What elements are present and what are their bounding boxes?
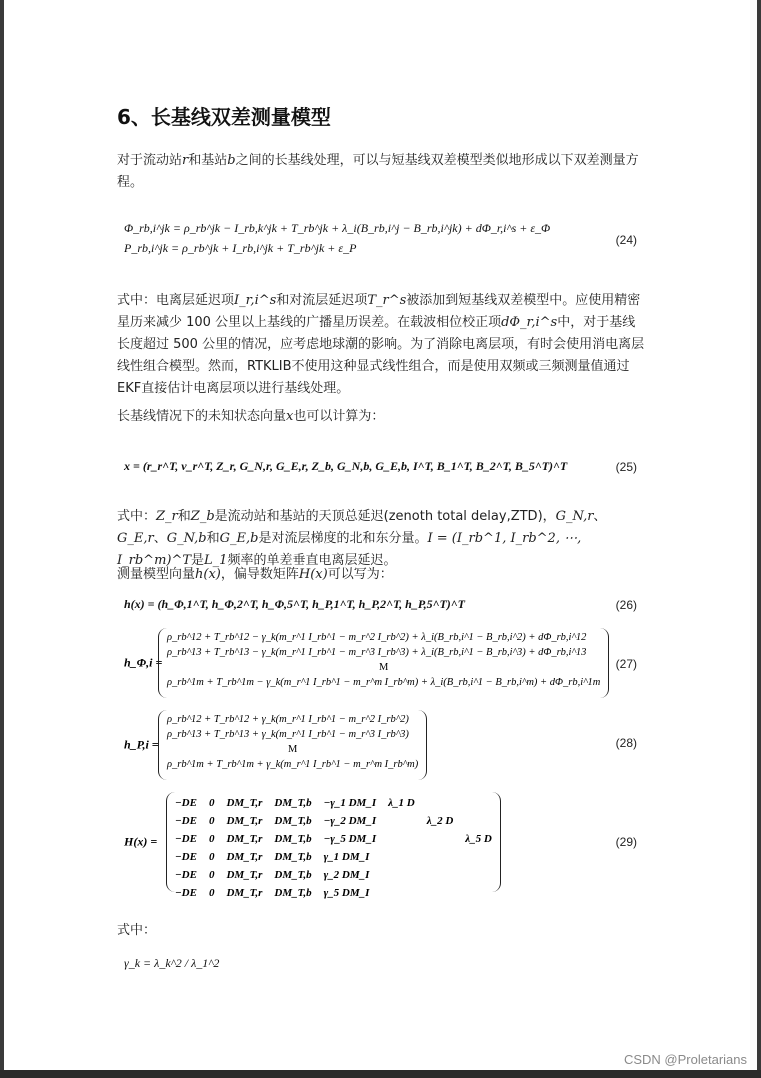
para-text: 测量模型向量 [117,567,196,582]
para-text: 和 [177,509,191,524]
equation-number-29: (29) [615,835,637,849]
matrix-row [169,884,498,902]
matrix-cell [459,812,498,830]
matrix-cell: −DE [175,868,197,881]
matrix-row [169,830,498,848]
matrix-cell [421,794,460,812]
equation-27-vector [158,628,609,698]
equation-24-line2: P_rb,i^jk = ρ_rb^jk + I_rb,i^jk + T_rb^jk + ε_P [124,241,357,255]
matrix-cell: DM_T,r [226,886,263,899]
matrix-cell: DM_T,r [226,868,263,881]
matrix-cell [459,848,498,866]
matrix-cell [421,866,460,884]
para-text: 是对流层梯度的北和东分量。 [258,531,428,546]
var-r: r [182,153,189,168]
equation-28-vector [158,710,427,780]
equation-number-26: (26) [615,598,637,612]
equation-27 [124,628,601,698]
math-symbol: G_N,b [166,531,207,546]
math-symbol: T_r^s [367,293,407,308]
equation-25: x = (r_r^T, v_r^T, Z_r, G_N,r, G_E,r, Z_b, G_N,b, G_E,b, I^T, B_1^T, B_2^T, B_5^T)^T [124,459,568,473]
intro-text: 和基站 [188,153,228,168]
para-text: 频率的单差垂直电离层延迟。 [227,553,397,568]
matrix-cell: 0 [208,814,215,827]
equation-28-lhs: h_P,i = [124,737,159,752]
para-text: 是流动站和基站的天顶总延迟(zenoth total delay,ZTD)， [214,509,556,524]
viewer-bottom-bar [0,1070,761,1078]
equation-27-lhs: h_Φ,i = [124,655,163,670]
matrix-cell [459,794,498,812]
matrix-cell: −γ_1 DM_I [323,796,377,809]
where-label: 式中： [117,923,157,938]
matrix-cell: DM_T,b [274,868,312,881]
math-symbol: h(x) [195,567,221,582]
matrix-cell: DM_T,b [274,850,312,863]
matrix-row [169,866,498,884]
matrix-cell: −γ_5 DM_I [323,832,377,845]
matrix-cell: 0 [208,796,215,809]
matrix-cell: DM_T,b [274,796,312,809]
equation-28-row: ρ_rb^12 + T_rb^12 + γ_k(m_r^1 I_rb^1 − m_r^2 I_rb^2) [167,714,409,725]
para-text: 被添加到短基线双差模型中。应使用精密星历来减少 100 公里以上基线的广播星历误差。在载波相位校正项 [117,293,641,330]
equation-28 [124,710,424,780]
equation-29-matrix [166,792,501,899]
matrix-cell: 0 [208,886,215,899]
matrix-cell: γ_1 DM_I [323,850,370,863]
matrix-cell: DM_T,r [226,796,263,809]
equation-24-line1: Φ_rb,i^jk = ρ_rb^jk − I_rb,k^jk + T_rb^jk + λ_i(B_rb,i^j − B_rb,i^jk) + dΦ_r,i^s + ε_Φ [124,221,551,235]
para-text: 是 [191,553,205,568]
matrix-cell: DM_T,b [274,814,312,827]
intro-text: 之间的长基线处理，可以与短基线双差模型类似地形成以下双差测量方程。 [117,153,639,190]
paragraph-ztd [117,506,647,572]
matrix-table [169,794,498,902]
intro-text: 对于流动站 [117,153,183,168]
document-page [4,0,757,1070]
matrix-cell: −γ_2 DM_I [323,814,377,827]
matrix-cell: −DE [175,832,197,845]
matrix-cell: γ_5 DM_I [323,886,370,899]
para-text: 和 [206,531,220,546]
equation-27-row: ρ_rb^13 + T_rb^13 − γ_k(m_r^1 I_rb^1 − m_r^3 I_rb^3) + λ_i(B_rb,i^1 − B_rb,i^3) + dΦ_rb,i^13 [167,647,587,658]
equation-29 [124,792,492,899]
para-text: 、 [593,509,607,524]
matrix-cell [421,884,460,902]
matrix-cell: DM_T,b [274,832,312,845]
para-text: 和对流层延迟项 [276,293,368,308]
equation-number-28: (28) [615,736,637,750]
math-symbol: G_E,r [117,531,154,546]
var-x: x [286,409,294,424]
matrix-cell [421,830,460,848]
gamma-definition: γ_k = λ_k^2 / λ_1^2 [124,956,220,970]
matrix-cell: −DE [175,850,197,863]
csdn-watermark: CSDN @Proletarians [623,1052,747,1067]
paragraph-state-vector [117,406,647,428]
para-text: 也可以计算为： [293,409,385,424]
intro-paragraph [117,150,647,194]
math-symbol: H(x) [298,567,328,582]
math-symbol: Z_r [156,509,178,524]
equation-number-25: (25) [615,460,637,474]
math-symbol: G_N,r [555,509,594,524]
matrix-row [169,812,498,830]
para-text: 中，对于基线长度超过 500 公里的情况，应考虑地球潮的影响。为了消除电离层项，有时会使用消电离层线性组合模型。然而，RTKLIB不使用这种显式线性组合，而是使用双频或三频测量值通过EKF直接估计电离层项以进行基线处理。 [117,315,645,396]
para-text: 式中：电离层延迟项 [117,293,235,308]
math-symbol: Z_b [190,509,215,524]
matrix-cell [459,866,498,884]
matrix-cell: λ_1 D [388,796,415,809]
matrix-cell: DM_T,r [226,814,263,827]
matrix-row [169,848,498,866]
equation-number-27: (27) [615,657,637,671]
math-symbol: G_E,b [219,531,259,546]
matrix-cell: −DE [175,796,197,809]
equation-27-row: M [379,662,389,673]
math-symbol: I = (I_rb^1, I_rb^2, ⋯, I_rb^m)^T [117,531,582,568]
matrix-cell: 0 [208,850,215,863]
section-heading: 6、长基线双差测量模型 [117,105,331,129]
para-text: 长基线情况下的未知状态向量 [117,409,287,424]
para-text: 、 [153,531,167,546]
matrix-cell [382,830,421,848]
var-b: b [227,153,236,168]
equation-27-row: ρ_rb^1m + T_rb^1m − γ_k(m_r^1 I_rb^1 − m_r^m I_rb^m) + λ_i(B_rb,i^1 − B_rb,i^m) + dΦ_rb,i^1m [167,677,601,688]
matrix-cell [382,848,421,866]
matrix-cell [459,884,498,902]
equation-26: h(x) = (h_Φ,1^T, h_Φ,2^T, h_Φ,5^T, h_P,1^T, h_P,2^T, h_P,5^T)^T [124,597,465,611]
math-symbol: L_1 [204,553,228,568]
equation-28-row: M [287,744,298,755]
para-text: 式中： [117,509,157,524]
matrix-cell: −DE [175,814,197,827]
matrix-cell: λ_5 D [465,832,492,845]
paragraph-ionosphere [117,290,647,400]
matrix-cell: 0 [208,832,215,845]
matrix-row [169,794,498,812]
matrix-cell [382,812,421,830]
equation-28-row: ρ_rb^13 + T_rb^13 + γ_k(m_r^1 I_rb^1 − m_r^3 I_rb^3) [167,729,409,740]
matrix-cell: −DE [175,886,197,899]
matrix-cell [382,884,421,902]
equation-27-row: ρ_rb^12 + T_rb^12 − γ_k(m_r^1 I_rb^1 − m_r^2 I_rb^2) + λ_i(B_rb,i^1 − B_rb,i^2) + dΦ_rb,i^12 [167,632,587,643]
matrix-cell: DM_T,r [226,832,263,845]
matrix-cell: γ_2 DM_I [323,868,370,881]
matrix-cell: DM_T,r [226,850,263,863]
matrix-cell [421,848,460,866]
math-symbol: dΦ_r,i^s [501,315,558,330]
matrix-cell [382,866,421,884]
math-symbol: I_r,i^s [234,293,277,308]
para-text: 可以写为： [327,567,393,582]
matrix-cell: DM_T,b [274,886,312,899]
equation-29-lhs: H(x) = [124,834,158,849]
matrix-cell: λ_2 D [426,814,454,827]
paragraph-measurement-model [117,564,647,586]
para-text: ，偏导数矩阵 [220,567,299,582]
equation-number-24: (24) [615,233,637,247]
matrix-cell: 0 [208,868,215,881]
equation-28-row: ρ_rb^1m + T_rb^1m + γ_k(m_r^1 I_rb^1 − m_r^m I_rb^m) [167,759,419,770]
